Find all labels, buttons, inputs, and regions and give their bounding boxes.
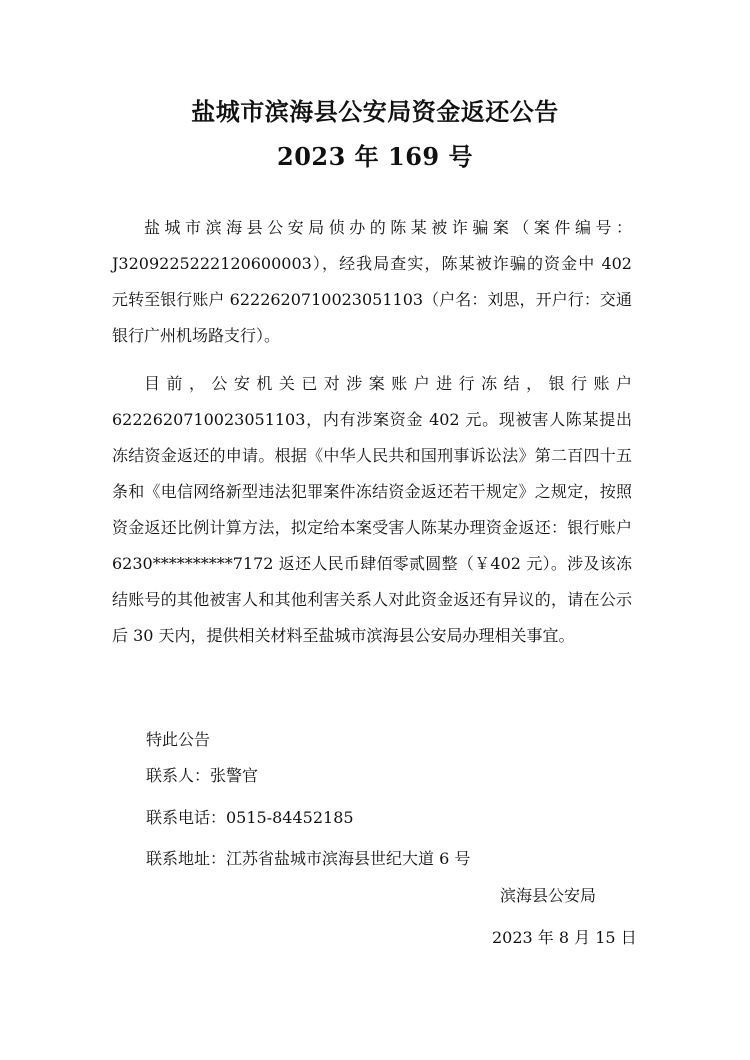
document-title: 盐城市滨海县公安局资金返还公告 [191,97,559,126]
paragraph-case-details: 盐城市滨海县公安局侦办的陈某被诈骗案（案件编号：J3209225222120600003），经我局查实，陈某被诈骗的资金中 402 元转至银行账户 6222620710023051103（户名：刘思，开户行：交通银行广州机场路支行）。 [112,218,632,345]
signature-organization: 滨海县公安局 [500,886,597,905]
paragraph-refund-details: 目前，公安机关已对涉案账户进行冻结，银行账户 6222620710023051103，内有涉案资金 402 元。现被害人陈某提出冻结资金返还的申请。根据《中华人民共和国刑事诉讼法》第二百四十五条和《电信网络新型违法犯罪案件冻结资金返还若干规定》之规定，按照资金返还比例计算方法，拟定给本案受害人陈某办理资金返还：银行账户 6230**********7172 返还人民币肆佰零贰圆整（￥402 元）。涉及该冻结账号的其他被害人和其他利害关系人对此资金返还有异议的，请在公示后 30 天内，提供相关材料至盐城市滨海县公安局办理相关事宜。 [112,374,632,645]
contact-person: 联系人：张警官 [146,766,259,785]
signature-date: 2023 年 8 月 15 日 [492,928,637,947]
document-number: 2023 年 169 号 [277,142,473,171]
closing-statement: 特此公告 [146,730,211,749]
contact-address: 联系地址：江苏省盐城市滨海县世纪大道 6 号 [146,849,471,868]
contact-phone: 联系电话：0515-84452185 [146,808,354,827]
